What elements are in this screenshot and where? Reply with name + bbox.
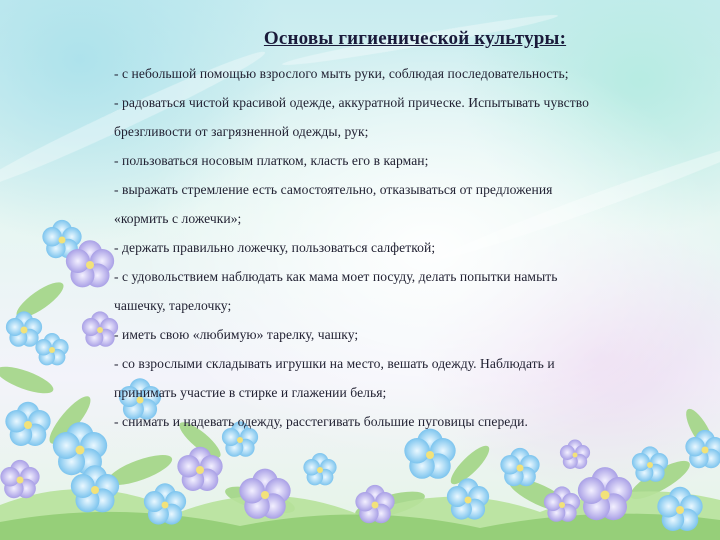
list-item: брезгливости от загрязненной одежды, рук; xyxy=(114,124,369,139)
hygiene-skills-list xyxy=(114,59,686,436)
list-item: - выражать стремление есть самостоятельно, отказываться от предложения xyxy=(114,182,553,197)
list-item: «кормить с ложечки»; xyxy=(114,211,242,226)
list-item: принимать участие в стирке и глажении белья; xyxy=(114,385,387,400)
page-title: Основы гигиенической культуры: xyxy=(263,28,567,49)
list-item: - со взрослыми складывать игрушки на место, вешать одежду. Наблюдать и xyxy=(114,356,555,371)
list-item: - с удовольствием наблюдать как мама моет посуду, делать попытки намыть xyxy=(114,269,558,284)
list-item: - радоваться чистой красивой одежде, аккуратной прическе. Испытывать чувство xyxy=(114,95,589,110)
list-item: - держать правильно ложечку, пользоваться салфеткой; xyxy=(114,240,436,255)
list-item: - снимать и надевать одежду, расстегивать большие пуговицы спереди. xyxy=(114,414,528,429)
list-item: чашечку, тарелочку; xyxy=(114,298,232,313)
text-block xyxy=(114,28,686,436)
list-item: - с небольшой помощью взрослого мыть руки, соблюдая последовательность; xyxy=(114,66,569,81)
list-item: - иметь свою «любимую» тарелку, чашку; xyxy=(114,327,359,342)
list-item: - пользоваться носовым платком, класть его в карман; xyxy=(114,153,429,168)
